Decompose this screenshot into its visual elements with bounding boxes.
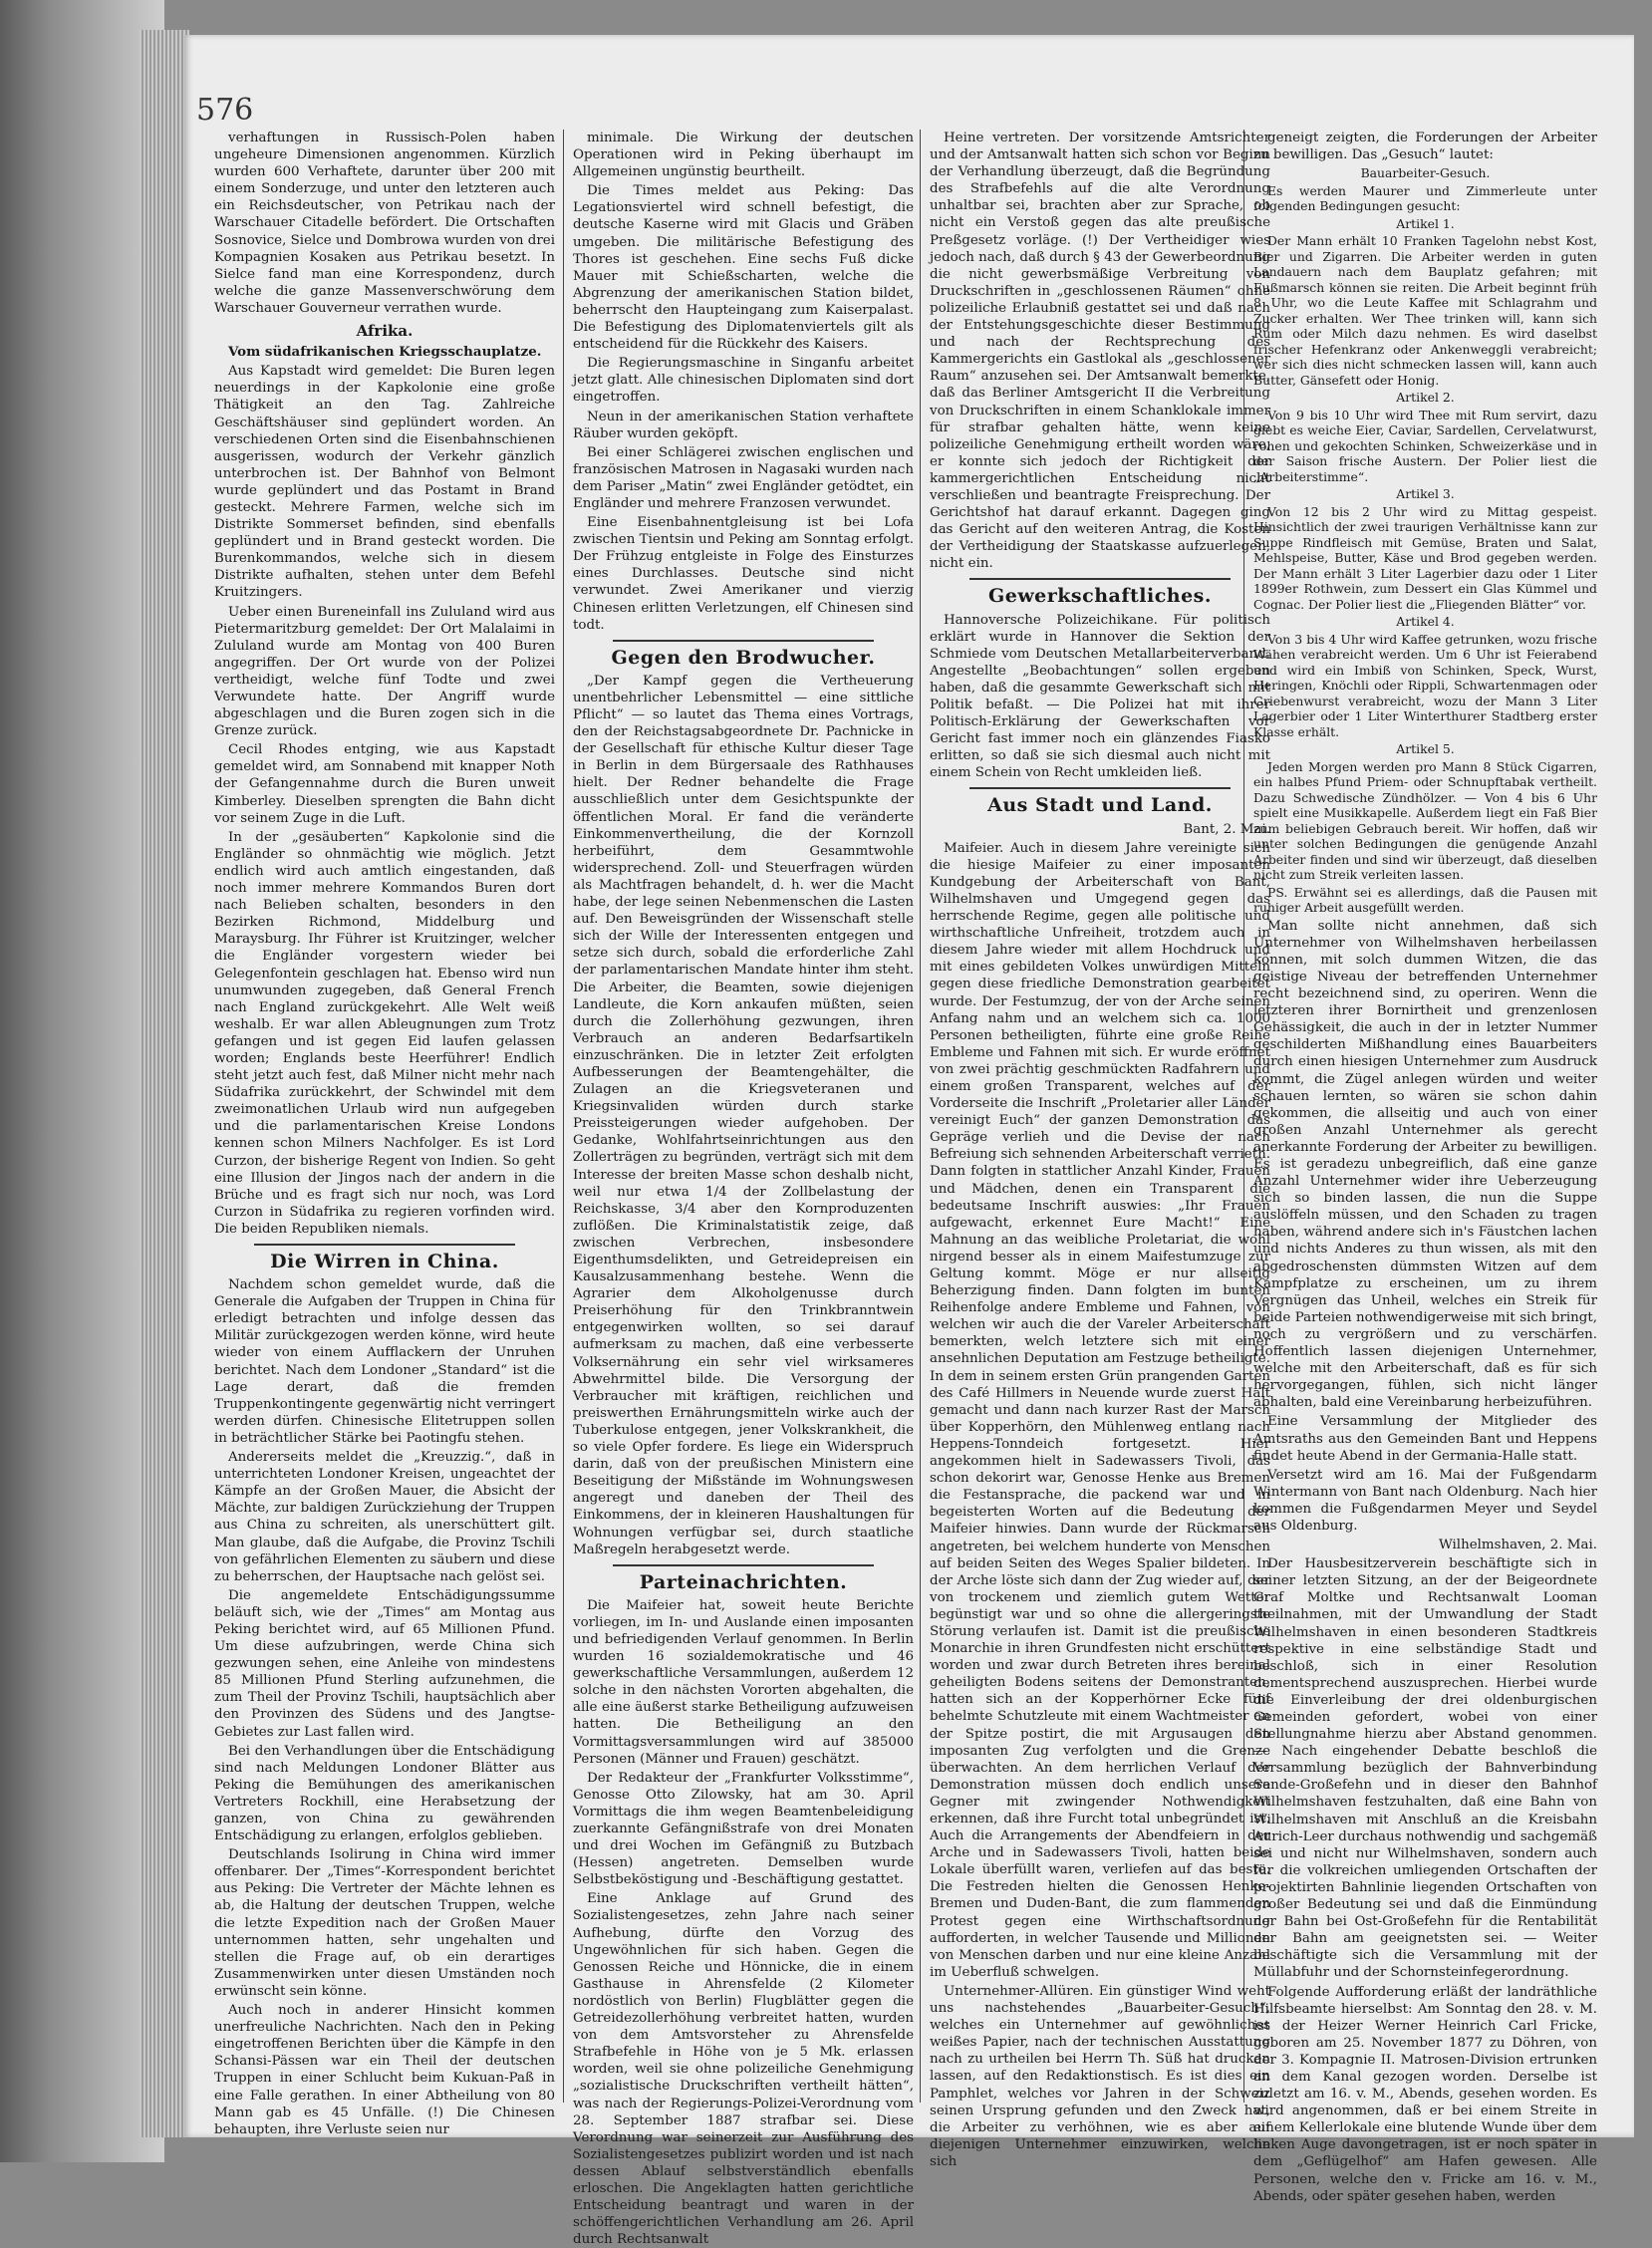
separator — [254, 1244, 515, 1246]
article-text: Von 9 bis 10 Uhr wird Thee mit Rum servirt, dazu giebt es weiche Eier, Caviar, Sardellen, Cervelatwurst, rohen und gekochten Schinken, Schweizerkäse und in der Saison frische Austern. Der Polier liest die „Arbeiterstimme“. — [1253, 407, 1597, 484]
paragraph: Der Redakteur der „Frankfurter Volksstimme“, Genosse Otto Zilowsky, hat am 30. April Vormittags die ihm wegen Beamtenbeleidigung zuerkannte Gefängnißstrafe von drei Monaten und drei Wochen im Gefängniß zu Butzbach (Hessen) angetreten. Demselben wurde Selbstbeköstigung und -Beschäftigung gestattet. — [573, 1770, 914, 1888]
paragraph: geneigt zeigten, die Forderungen der Arbeiter zu bewilligen. Das „Gesuch“ lautet: — [1253, 131, 1597, 163]
notice-title: Bauarbeiter-Gesuch. — [1360, 165, 1491, 181]
paragraph: Cecil Rhodes entging, wie aus Kapstadt gemeldet wird, am Sonnabend mit knapper Noth der Gefangennahme durch die Buren unweit Kimberley. Dieselben sprengten die Bahn dicht vor seinem Zuge in die Luft. — [214, 742, 555, 826]
separator — [613, 640, 874, 642]
paragraph: verhaftungen in Russisch-Polen haben ungeheure Dimensionen angenommen. Kürzlich wurden 600 Verhaftete, darunter über 200 mit einem Sonderzuge, und unter den letzteren auch ein Reichsdeutscher, von Petrikau nach der Warschauer Citadelle befördert. Die Ortschaften Sosnovice, Sielce und Dombrowa wurden von drei Kompagnien Kosaken aus Petrikau besetzt. In Sielce fand man eine Korrespondenz, durch welche die ganze Massenverschwörung dem Warschauer Gouverneur verrathen wurde. — [214, 131, 555, 316]
page-number: 576 — [196, 93, 254, 128]
column-2 — [573, 130, 914, 2248]
newspaper-page — [184, 35, 1634, 2248]
separator — [613, 1564, 874, 1566]
paragraph: minimale. Die Wirkung der deutschen Operationen wird in Peking überhaupt im Allgemeinen ungünstig beurtheilt. — [573, 131, 914, 180]
article-text: Der Mann erhält 10 Franken Tagelohn nebst Kost, Bier und Zigarren. Die Arbeiter werden in guten Landauern nach dem Bauplatz gefahren; mit Fußmarsch können sie reiten. Die Arbeit beginnt früh 8 Uhr, wo die Leute Kaffee mit Schlagrahm und Zucker erhalten. Wer Thee trinken will, kann sich Rum oder Milch dazu nehmen. Es wird daselbst frischer Hefenkranz oder Ankenweggli verabreicht; wer sich dies nicht schmecken lassen will, kann auch Butter, Gänsefett oder Honig. — [1253, 233, 1597, 388]
paragraph: Maifeier. Auch in diesem Jahre vereinigte sich die hiesige Maifeier zu einer imposanten Kundgebung der Arbeiterschaft von Bant, Wilhelmshaven und Umgegend gegen das herrschende Regime, gegen alle politische und wirthschaftliche Unfreiheit, trotzdem auch in diesem Jahre wieder mit allem Hochdruck und mit eines gebildeten Volkes unwürdigen Mitteln gegen diese friedliche Demonstration gearbeitet wurde. Der Festumzug, der von der Arche seinen Anfang nahm und an welchem sich ca. 1000 Personen betheiligten, führte eine große Reihe Embleme und Fahnen mit sich. Er wurde eröffnet von zwei prächtig geschmückten Radfahrern und einem großen Transparent, welches auf der Vorderseite die Inschrift „Proletarier aller Länder vereinigt Euch“ der ganzen Demonstration das Gepräge verlieh und die Devise der nach Befreiung sich sehnenden Arbeiterschaft verrieth. Dann folgten in stattlicher Anzahl Kinder, Frauen und Mädchen, denen ein Transparent die bedeutsame Inschrift auswies: „Ihr Frauen aufgewacht, erkennet Eure Macht!“ Eine Mahnung an das weibliche Proletariat, die wohl nirgend besser als in einem Maifestumzuge zur Geltung kommt. Möge er nur allseitig Beherzigung finden. Dann folgten im bunten Reihenfolge andere Embleme und Fahnen, von welchen wir auch die der Vareler Arbeiterschaft bemerkten, welch letztere sich mit einer ansehnlichen Deputation am Festzuge betheiligte. In dem in seinem ersten Grün prangenden Garten des Café Hillmers in Neuende wurde zuerst Halt gemacht und dann nach kurzer Rast der Marsch über Kopperhörn, den Mühlenweg entlang nach Heppens-Tonndeich fortgesetzt. Hier angekommen hielt in Sadewassers Tivoli, das schon dekorirt war, Genosse Henke aus Bremen die Festansprache, die packend war und in begeisterten Worten auf die Bedeutung der Maifeier hinwies. Dann wurde der Rückmarsch angetreten, bei welchem hunderte von Menschen auf beiden Seiten des Weges Spalier bildeten. In der Arche löste sich dann der Zug wieder auf, der von trockenem und ziemlich gutem Wetter begünstigt war und so ohne die allergeringste Störung verlaufen ist. Damit ist die preußische Monarchie in ihren Grundfesten nicht erschüttert worden und zwar durch Betreten ihres bereinal geheiligten Bodens seitens der Demonstranten, hatten sich an der Kopperhörner Ecke fünf behelmte Schutzleute mit einem Wachtmeister an der Spitze postirt, die mit Argusaugen den imposanten Zug verfolgten und die Grenze überwachten. An dem herrlichen Verlauf der Demonstration müssen doch endlich unsere Gegner mit zwingender Nothwendigkeit erkennen, daß ihre Furcht total unbegründet ist. Auch die Arrangements der Abendfeiern in der Arche und in Sadewassers Tivoli, hatten beide Lokale überfüllt waren, verliefen auf das beste. Die Festreden hielten die Genossen Henke-Bremen und Duden-Bant, die zum flammenden Protest gegen eine Wirthschaftsordnung aufforderten, in welcher Tausende und Millionen von Menschen darben und nur eine kleine Anzahl im Ueberfluß schwelgen. — [930, 840, 1270, 1980]
subheading-kriegsschauplatz: Vom südafrikanischen Kriegsschauplatze. — [228, 344, 542, 361]
paragraph: Eine Eisenbahnentgleisung ist bei Lofa zwischen Tientsin und Peking am Sonntag erfolgt. Der Frühzug entgleiste in Folge des Einsturzes eines Durchlasses. Deutsche sind nicht verwundet. Zwei Amerikaner und vierzig Chinesen erlitten Verletzungen, elf Chinesen sind todt. — [573, 515, 914, 633]
paragraph: Unternehmer-Allüren. Ein günstiger Wind weht uns nachstehendes „Bauarbeiter-Gesuch“, welches ein Unternehmer auf gewöhnliches weißes Papier, nach der technischen Ausstattung nach zu urtheilen bei Herrn Th. Süß hat drucken lassen, auf den Redaktionstisch. Es ist dies ein Pamphlet, welches vor Jahren in der Schweiz seinen Ursprung gefunden und den Zweck hat, die Arbeiter zu verhöhnen, wie es aber auf diejenigen Unternehmer einzuwirken, welche sich — [930, 1983, 1270, 2169]
column-rule — [920, 130, 921, 2103]
paragraph: Versetzt wird am 16. Mai der Fußgendarm Wintermann von Bant nach Oldenburg. Nach hier kommen die Fußgendarmen Meyer und Seydel aus Oldenburg. — [1253, 1467, 1597, 1534]
paragraph: Die Regierungsmaschine in Singanfu arbeitet jetzt glatt. Alle chinesischen Diplomaten sind dort eingetroffen. — [573, 356, 914, 406]
article-text: Jeden Morgen werden pro Mann 8 Stück Cigarren, ein halbes Pfund Priem- oder Schnupftabak vertheilt. Dazu Schwedische Zündhölzer. — Von 4 bis 6 Uhr spielt eine Musikkapelle. Außerdem liegt ein Faß Bier zum beliebigen Gebrauch bereit. Wir hoffen, daß wir unter solchen Bedingungen die genügende Anzahl Arbeiter finden und sind wir überzeugt, daß dieselben nicht zum Streik verleiten lassen. — [1253, 758, 1597, 883]
page-edges — [139, 30, 189, 2137]
separator — [969, 787, 1231, 789]
paragraph: Die Times meldet aus Peking: Das Legationsviertel wird schnell befestigt, die deutsche Kaserne wird mit Glacis und Gräben umgeben. Die militärische Befestigung des Thores ist geschehen. Eine sechs Fuß dicke Mauer mit Schießscharten, welche die Abgrenzung der amerikanischen Station bildet, beherrscht den Haupteingang zum Kaiserpalast. Die Befestigung des Diplomatenviertels gilt als entscheidend für die Rückkehr des Kaisers. — [573, 183, 914, 353]
article-title: Artikel 5. — [1396, 741, 1455, 757]
section-heading-gewerkschaftliches: Gewerkschaftliches. — [988, 585, 1212, 608]
article-text: Von 3 bis 4 Uhr wird Kaffee getrunken, wozu frische Wähen verabreicht werden. Um 6 Uhr ist Feierabend und wird ein Imbiß von Schinken, Speck, Wurst, Heringen, Knöchli oder Rippli, Schwartenmagen oder Griebenwurst verabreicht, wozu der Mann 3 Liter Lagerbier oder 1 Liter Winterthurer Stadtberg erster Klasse erhält. — [1253, 631, 1597, 739]
column-3 — [930, 130, 1270, 2169]
paragraph: Neun in der amerikanischen Station verhaftete Räuber wurden geköpft. — [573, 409, 914, 441]
article-title: Artikel 4. — [1396, 614, 1455, 630]
paragraph: Deutschlands Isolirung in China wird immer offenbarer. Der „Times“-Korrespondent berichtet aus Peking: Die Vertreter der Mächte lehnen es ab, die Haltung der deutschen Truppen, welche die letzte Expedition nach der Großen Mauer unternommen hatten, sehr ungehalten und stellen die Frage auf, ob ein derartiges Zusammenwirken unter diesen Umständen noch erwünscht sein könne. — [214, 1847, 555, 1999]
dateline: Wilhelmshaven, 2. Mai. — [1439, 1538, 1597, 1553]
paragraph: In der „gesäuberten“ Kapkolonie sind die Engländer so ohnmächtig wie möglich. Jetzt endlich wird auch amtlich eingestanden, daß noch immer mehrere Kommandos Buren dort nach Belieben schalten, besonders in den Bezirken Richmond, Middelburg und Maraysburg. Ihr Führer ist Kruitzinger, welcher die Engländer vorgestern wieder bei Gelegenfontein geschlagen hat. Ebenso wird nun unumwunden zugegeben, daß General French nach England zurückgekehrt. Alle Welt weiß weshalb. Er war allen Ableugnungen zum Trotz gefangen und ist gegen Eid laufen gelassen worden; Englands beste Heerführer! Endlich steht jetzt auch fest, daß Milner nicht mehr nach Südafrika zurückkehrt, der Schwindel mit dem zweimonatlichen Urlaub wird nun aufgegeben und die parlamentarischen Kreise Londons kennen schon Milners Nachfolger. Es ist Lord Curzon, der bisherige Regent von Indien. So geht eine Illusion der Jingos nach der andern in die Brüche und es fragt sich nur noch, was Lord Curzon in Südafrika zu regieren vorfinden wird. Die beiden Republiken niemals. — [214, 829, 555, 1237]
column-4 — [1253, 130, 1597, 2204]
paragraph: Eine Versammlung der Mitglieder des Amtsraths aus den Gemeinden Bant und Heppens findet heute Abend in der Germania-Halle statt. — [1253, 1414, 1597, 1464]
paragraph: Die Maifeier hat, soweit heute Berichte vorliegen, im In- und Auslande einen imposanten und befriedigenden Verlauf genommen. In Berlin wurden 16 sozialdemokratische und 46 gewerkschaftliche Versammlungen, außerdem 12 solche in den nächsten Vororten abgehalten, die alle eine äußerst starke Betheiligung aufzuweisen hatten. Die Betheiligung an den Vormittagsversammlungen wird auf 385000 Personen (Männer und Frauen) geschätzt. — [573, 1597, 914, 1767]
paragraph: Auch noch in anderer Hinsicht kommen unerfreuliche Nachrichten. Nach den in Peking eingetroffenen Berichten über die Kämpfe in den Schansi-Pässen war ein Theil der deutschen Truppen in einer Schlucht beim Kukuan-Paß in eine Falle gerathen. In einer Abtheilung von 80 Mann gab es 45 Unfälle. (!) Die Chinesen behaupten, ihre Verluste seien nur — [214, 2003, 555, 2137]
paragraph: Die angemeldete Entschädigungssumme beläuft sich, wie der „Times“ am Montag aus Peking berichtet wird, auf 65 Millionen Pfund. Um diese aufzubringen, werde China sich gezwungen sehen, eine Anleihe von mindestens 85 Millionen Pfund Sterling aufzunehmen, die zum Theil der Provinz Tschili, hauptsächlich aber den Provinzen des Südens und des Jangtse-Gebietes zur Last fallen wird. — [214, 1587, 555, 1740]
paragraph: Der Hausbesitzerverein beschäftigte sich in seiner letzten Sitzung, an der der Beigeordnete Graf Moltke und Rechtsanwalt Looman theilnahmen, mit der Umwandlung der Stadt Wilhelmshaven in einen besonderen Stadtkreis respektive in eine selbständige Stadt und beschloß, sich in einer Resolution dementsprechend auszusprechen. Hierbei wurde die Einverleibung der drei oldenburgischen Gemeinden gefordert, wobei von einer Stellungnahme hierzu aber Abstand genommen. — Nach eingehender Debatte beschloß die Versammlung bezüglich der Bahnverbindung Sande-Großefehn und in dieser den Bahnhof Wilhelmshaven festzuhalten, daß eine Bahn von Wilhelmshaven mit Anschluß an die Kreisbahn Aurich-Leer durchaus nothwendig und sachgemäß sei und nicht nur Wilhelmshaven, sondern auch für die volkreichen umliegenden Ortschaften der projektirten Bahnlinie liegenden Ortschaften von großer Bedeutung sei und daß die Einmündung der Bahn bei Ost-Großefehn für die Rentabilität der Bahn am geeignetsten sei. — Weiter beschäftigte sich die Versammlung mit der Müllabfuhr und der Schornsteinfegerordnung. — [1253, 1556, 1597, 1981]
notice-intro: Es werden Maurer und Zimmerleute unter folgenden Bedingungen gesucht: — [1253, 182, 1597, 214]
article-title: Artikel 1. — [1396, 215, 1455, 231]
paragraph: Bei den Verhandlungen über die Entschädigung sind nach Meldungen Londoner Blätter aus Peking die Bemühungen des amerikanischen Vertreters Rockhill, eine Herabsetzung der ganzen, von China zu gewährenden Entschädigung zu erlangen, erfolglos geblieben. — [214, 1743, 555, 1844]
dateline: Bant, 2. Mai. — [1183, 821, 1270, 837]
postscript: PS. Erwähnt sei es allerdings, daß die Pausen mit ruhiger Arbeit ausgefüllt werden. — [1253, 884, 1597, 916]
column-1 — [214, 130, 555, 2137]
section-heading-china: Die Wirren in China. — [270, 1251, 499, 1272]
paragraph: Nachdem schon gemeldet wurde, daß die Generale die Aufgaben der Truppen in China für erledigt betrachten und infolge dessen das Militär zurückgezogen werden könne, wird heute wieder von einem Aufflackern der Unruhen berichtet. Nach dem Londoner „Standard“ ist die Lage derart, daß die fremden Truppenkontingente gegenwärtig nicht verringert werden dürfen. Chinesische Elitetruppen sollen in beträchtlicher Stärke bei Paotingfu stehen. — [214, 1277, 555, 1446]
section-heading-stadt-land: Aus Stadt und Land. — [987, 794, 1213, 817]
paragraph: Hannoversche Polizeichikane. Für politisch erklärt wurde in Hannover die Sektion der Schmiede vom Deutschen Metallarbeiterverband. Angestellte „Beobachtungen“ sollen ergeben haben, daß die gesammte Gewerkschaft sich mit Politik befaßt. — Die Polizei hat mit ihrer Politisch-Erklärung der Gewerkschaften vor Gericht fast immer noch ein glänzendes Fiasko erlitten, so daß sie sich diesmal auch nicht mit einem Schein von Recht umkleiden ließ. — [930, 612, 1270, 781]
article-title: Artikel 2. — [1396, 390, 1455, 406]
paragraph: „Der Kampf gegen die Vertheuerung unentbehrlicher Lebensmittel — eine sittliche Pflicht“ — so lautet das Thema eines Vortrags, den der Reichstagsabgeordnete Dr. Pachnicke in der Gesellschaft für ethische Kultur dieser Tage in Berlin in dem Bürgersaale des Rathhauses hielt. Der Redner behandelte die Frage ausschließlich unter dem Gesichtspunkte der öffentlichen Moral. Er fand die veränderte Einkommenvertheilung, die der Kornzoll herbeiführt, dem Gesammtwohle widersprechend. Zoll- und Steuerfragen würden als Machtfragen behandelt, d. h. wer die Macht habe, der lege seinen Nebenmenschen die Lasten auf. Den Beweisgründen der Wissenschaft stelle sich der Wille der Interessenten entgegen und setze sich durch, sobald die erforderliche Zahl der parlamentarischen Mandate hinter ihm steht. Die Arbeiter, die Beamten, sowie diejenigen Landleute, die Korn ankaufen müßten, seien durch die Zollerhöhung gezwungen, ihren Verbrauch an anderen Bedarfsartikeln einzuschränken. Die in letzter Zeit erfolgten Aufbesserungen der Beamtengehälter, die Zulagen an die Kriegsveteranen und Kriegsinvaliden würden durch starke Preissteigerungen wieder aufgehoben. Der Gedanke, Wohlfahrtseinrichtungen aus den Zollerträgen zu begründen, verträgt sich mit dem Interesse der breiten Masse schon deshalb nicht, weil nur etwa 1/4 der Zollbelastung der Reichskasse, 3/4 aber den Kornproduzenten zuflößen. Die Kriminalstatistik zeige, daß zwischen Verbrechen, insbesondere Eigenthumsdelikten, und Getreidepreisen ein Kausalzusammenhang bestehe. Wenn die Agrarier dem Alkoholgenusse durch Preiserhöhung für den Trinkbranntwein entgegenwirken wollten, so sei darauf aufmerksam zu machen, daß eine verbesserte Volksernährung ein sehr viel wirksameres Abwehrmittel bilde. Die Versorgung der Verbraucher mit kräftigen, reichlichen und preiswerthen Ernährungsmitteln wirke auch der Tuberkulose entgegen, jener Volkskrankheit, die so viele Opfer fordere. Es liege ein Widerspruch darin, daß von der preußischen Ministern eine Beseitigung der Mißstände im Wohnungswesen angeregt und daneben der Theil des Einkommens, der in kleineren Haushaltungen für Wohnungen verfügbar sei, durch staatliche Maßregeln herabgesetzt werde. — [573, 673, 914, 1557]
section-heading-partei: Parteinachrichten. — [639, 1570, 848, 1593]
paragraph: Man sollte nicht annehmen, daß sich Unternehmer von Wilhelmshaven herbeilassen können, mit solch dummen Witzen, die das geistige Niveau der betreffenden Unternehmer recht bezeichnend sind, zu operiren. Wenn die letzteren ihrer Bornirtheit und grenzenlosen Gehässigkeit, die auch in der in letzter Nummer geschilderten Mißhandlung eines Bauarbeiters durch einen hiesigen Unternehmer zum Ausdruck kommt, die Zügel anlegen würden und weiter schauen lernten, so wären sie schon dahin gekommen, die allseitig und auch von einer großen Anzahl Unternehmer als gerecht anerkannte Forderung der Arbeiter zu bewilligen. Es ist geradezu unbegreiflich, daß eine ganze Anzahl Unternehmer wider ihre Ueberzeugung sich so binden lassen, die nun die Suppe auslöffeln müssen, und den Schaden zu tragen haben, während andere sich in's Fäustchen lachen und nichts Anderes zu thun wissen, als mit den abgedroschensten dümmsten Witzen auf dem Kampfplatze zu erscheinen, um zu ihrem Vergnügen das Unheil, welches ein Streik für beide Parteien nothwendigerweise mit sich bringt, noch zu vergrößern und zu verschärfen. Hoffentlich lassen diejenigen Unternehmer, welche mit den Arbeiterschaft, daß es für sich hervorgegangen, fühlen, sich nicht länger abhalten, bald eine Vereinbarung herbeizuführen. — [1253, 918, 1597, 1411]
article-title: Artikel 3. — [1396, 486, 1455, 502]
article-text: Von 12 bis 2 Uhr wird zu Mittag gespeist. Hinsichtlich der zwei traurigen Verhältnisse kann zur Suppe Rindfleisch mit Gemüse, Braten und Salat, Mehlspeise, Butter, Käse und Brod gegeben werden. Der Mann erhält 3 Liter Lagerbier dazu oder 1 Liter 1899er Rothwein, zum Dessert ein Glas Kümmel und Cognac. Der Polier liest die „Fliegenden Blätter“ vor. — [1253, 503, 1597, 612]
paragraph: Folgende Aufforderung erläßt der landräthliche Hilfsbeamte hierselbst: Am Sonntag den 28. v. M. ist der Heizer Werner Heinrich Carl Fricke, geboren am 25. November 1877 zu Döhren, von der 3. Kompagnie II. Matrosen-Division ertrunken an dem Kanal gezogen worden. Derselbe ist zuletzt am 16. v. M., Abends, gesehen worden. Es wird angenommen, daß er bei einem Streite in einem Kellerlokale eine blutende Wunde über dem linken Auge davongetragen, ist er noch später in dem „Geflügelhof“ am Hafen gewesen. Alle Personen, welche den v. Fricke am 16. v. M., Abends, oder später gesehen haben, werden — [1253, 1984, 1597, 2204]
section-heading-brodwucher: Gegen den Brodwucher. — [611, 646, 876, 669]
paragraph: Eine Anklage auf Grund des Sozialistengesetzes, zehn Jahre nach seiner Aufhebung, dürfte den Vorzug des Ungewöhnlichen für sich haben. Gegen die Genossen Reiche und Hönnicke, die in einem Gasthause in Ahrensfelde (2 Kilometer nordöstlich von Berlin) Flugblätter gegen die Getreidezollerhöhung verbreitet hatten, wurden von dem Amtsvorsteher zu Ahrensfelde Strafbefehle in Höhe von je 5 Mk. erlassen worden, weil sie ohne polizeiliche Genehmigung „sozialistische Druckschriften vertheilt hätten“, was nach der Regierungs-Polizei-Verordnung vom 28. September 1887 strafbar sei. Diese Verordnung war seinerzeit zur Ausführung des Sozialistengesetzes publizirt worden und ist nach dessen Ablauf selbstverständlich ebenfalls erloschen. Die Angeklagten hatten gerichtliche Entscheidung beantragt und waren in der schöffengerichtlichen Verhandlung am 26. April durch Rechtsanwalt — [573, 1891, 914, 2248]
section-heading-afrika: Afrika. — [356, 322, 413, 341]
paragraph: Ueber einen Bureneinfall ins Zululand wird aus Pietermaritzburg gemeldet: Der Ort Malalaimi in Zululand wurde am Montag von 400 Buren angegriffen. Der Ort wurde von der Polizei vertheidigt, welche fünf Todte und zwei Verwundete hatte. Der Angriff wurde abgeschlagen und die Buren zogen sich in die Grenze zurück. — [214, 604, 555, 739]
paragraph: Aus Kapstadt wird gemeldet: Die Buren legen neuerdings in der Kapkolonie eine große Thätigkeit an den Tag. Zahlreiche Geschäftshäuser sind geplündert worden. An verschiedenen Orten sind die Eisenbahnschienen ausgerissen, wodurch der Verkehr gänzlich unterbrochen ist. Der Bahnhof von Belmont wurde geplündert und das Postamt in Brand gesteckt. Mehrere Farmen, welche sich im Distrikte Sommerset befinden, sind ebenfalls geplündert und in Brand gesteckt worden. Die Burenkommandos, welche sich in diesem Distrikte aufhalten, stehen unter dem Befehl Kruitzingers. — [214, 364, 555, 601]
column-rule — [563, 130, 564, 2103]
paragraph: Heine vertreten. Der vorsitzende Amtsrichter und der Amtsanwalt hatten sich schon vor Beginn der Verhandlung überzeugt, daß die Begründung des Strafbefehls auf die alte Verordnung unhaltbar sei, brachten aber zur Sprache, ob nicht ein Verstoß gegen das alte preußische Preßgesetz vorläge. (!) Der Vertheidiger wies jedoch nach, daß durch § 43 der Gewerbeordnung die nicht gewerbsmäßige Verbreitung von Druckschriften in „geschlossenen Räumen“ ohne polizeiliche Erlaubniß gestattet sei und daß nach der Entstehungsgeschichte dieser Bestimmung und nach der Rechtsprechung des Kammergerichts ein Gastlokal als „geschlossener Raum“ anzusehen sei. Der Amtsanwalt bemerkte, daß das Berliner Amtsgericht II die Verbreitung von Druckschriften in einem Schanklokale immer für strafbar gehalten hätte, wenn keine polizeiliche Genehmigung ertheilt worden wäre, er konnte sich jedoch der Richtigkeit der kammergerichtlichen Entscheidung nicht verschließen und beantragte Freisprechung. Der Gerichtshof hat darauf erkannt. Dagegen ging das Gericht auf den weiteren Antrag, die Kosten der Vertheidigung der Staatskasse aufzuerlegen, nicht ein. — [930, 131, 1270, 572]
separator — [969, 578, 1231, 580]
paragraph: Andererseits meldet die „Kreuzzig.“, daß in unterrichteten Londoner Kreisen, ungeachtet der Kämpfe an der Großen Mauer, die Absicht der Mächte, zur baldigen Zurückziehung der Truppen aus China zu schreiten, als unerschüttert gilt. Man glaube, daß die Aufgabe, die Provinz Tschili von gefährlichen Elementen zu säubern und diese zu beherrschen, der Hauptsache nach gelöst sei. — [214, 1450, 555, 1584]
paragraph: Bei einer Schlägerei zwischen englischen und französischen Matrosen in Nagasaki wurden nach dem Pariser „Matin“ zwei Engländer getödtet, ein Engländer und mehrere Franzosen verwundet. — [573, 444, 914, 511]
